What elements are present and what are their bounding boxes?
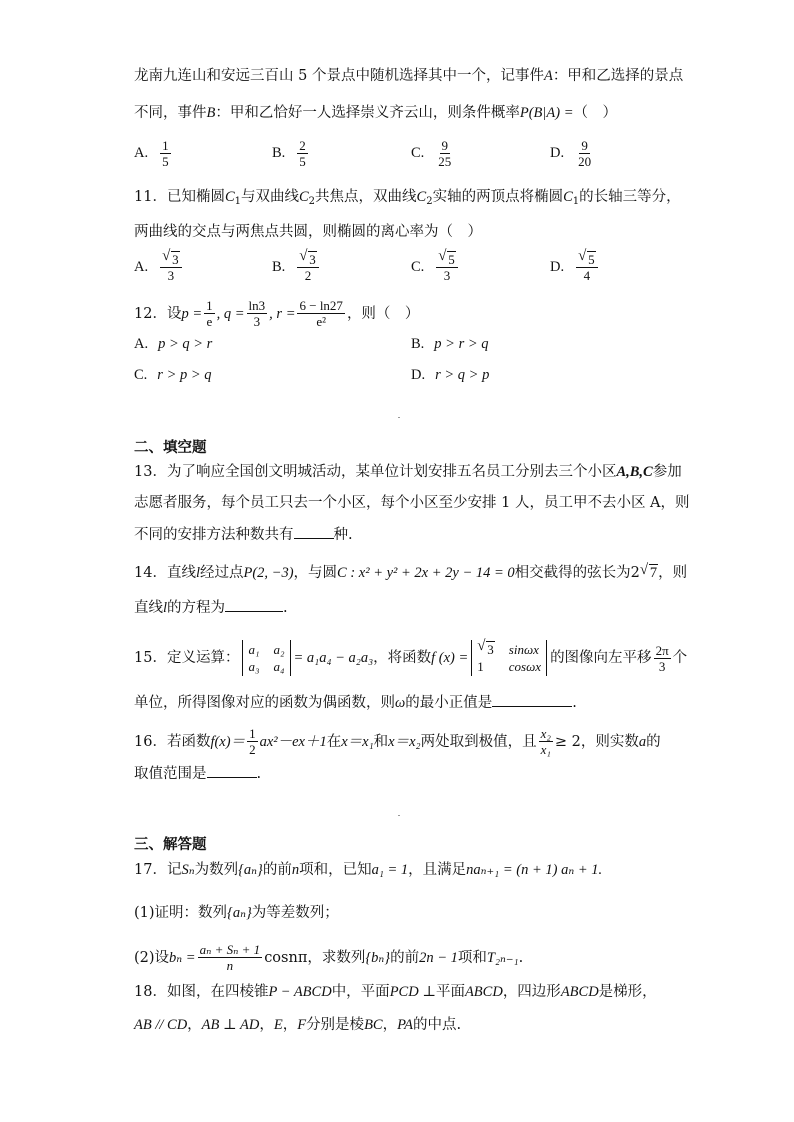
radicand: 3 — [172, 252, 179, 267]
option-label: C. — [411, 145, 425, 161]
sub: 1 — [572, 196, 580, 207]
q11-text-1d: 实轴的两顶点将椭圆 — [432, 189, 564, 205]
c1: C — [563, 189, 573, 205]
denominator: 3 — [443, 268, 451, 283]
q13-line3 — [134, 524, 353, 545]
q13-line1 — [134, 462, 682, 482]
sqrt: √ 3 — [162, 248, 179, 267]
q18-comma: ， — [259, 1017, 274, 1033]
denominator: 3 — [658, 658, 666, 674]
line-l: l — [163, 600, 168, 616]
perp-relation: AB ⊥ AD — [201, 1017, 260, 1033]
q14-text-1e: ，则 — [658, 565, 688, 581]
q16-and: 和 — [373, 733, 389, 750]
q14-text-1d: 相交截得的弦长为 — [514, 565, 631, 581]
sub: 2 — [426, 196, 433, 207]
q17-part2e: . — [518, 949, 524, 966]
radicand: 5 — [448, 252, 455, 267]
numerator — [436, 248, 458, 268]
option-fraction — [576, 138, 593, 169]
quadrilateral-abcd: ABCD — [560, 984, 599, 1000]
q14-text-1c: ，与圆 — [293, 565, 338, 581]
sqrt: √ 3 — [299, 248, 316, 267]
determinant-definition — [242, 640, 290, 676]
determinant-function — [471, 640, 547, 676]
q13-text-1: 13．为了响应全国创文明城活动，某单位计划安排五名员工分别去三个小区 — [134, 464, 617, 480]
point-p: P(2, −3) — [243, 565, 294, 581]
denominator: 5 — [162, 154, 169, 169]
denominator: 3 — [253, 314, 261, 329]
q17-line1 — [134, 860, 602, 880]
option-label: B. — [272, 259, 286, 275]
denominator: 25 — [438, 154, 452, 169]
q17-part2b: ，求数列 — [307, 949, 366, 966]
q12-option-b — [411, 336, 489, 353]
answer-blank[interactable] — [207, 763, 257, 778]
numerator: 9 — [441, 138, 449, 153]
omega: ω — [395, 695, 406, 711]
q13-line2 — [134, 493, 690, 513]
q17-part2d: 项和 — [457, 949, 487, 966]
x2: x＝x₂ — [388, 733, 421, 750]
q18-line2 — [134, 1015, 461, 1035]
p-fraction — [204, 298, 215, 329]
circle-equation: C : x² + y² + 2x + 2y − 14 = 0 — [337, 565, 515, 581]
denominator: 4 — [583, 268, 591, 283]
numerator: 2 — [299, 138, 306, 153]
q17-part1 — [134, 903, 339, 923]
radicand: 7 — [649, 565, 658, 581]
q10-option-b — [272, 138, 310, 169]
sub: 1 — [234, 196, 241, 207]
numerator: 1 — [206, 298, 213, 313]
q12-option-d — [411, 367, 489, 384]
det-cell: a₁ — [248, 642, 260, 657]
option-fraction — [297, 138, 308, 169]
event-b: B — [206, 105, 216, 121]
point-f: F — [297, 1017, 307, 1033]
q10-option-d — [550, 138, 595, 169]
section-heading-fill-blank: 二、填空题 — [134, 440, 207, 456]
q10-option-a — [134, 138, 173, 169]
q-var: , q = — [216, 305, 245, 322]
q17-text-1c: 的前 — [262, 862, 292, 878]
section-heading-solutions: 三、解答题 — [134, 837, 207, 853]
denominator: 5 — [299, 154, 306, 169]
q10-line1 — [134, 66, 683, 86]
det-cell: a₄ — [273, 659, 285, 674]
half-fraction — [247, 726, 258, 757]
option-fraction — [436, 248, 458, 283]
option-fraction — [576, 248, 598, 283]
denominator: 2 — [249, 742, 256, 757]
numerator: 2π — [655, 642, 669, 658]
parallel-relation: AB // CD — [134, 1017, 188, 1033]
option-label: C. — [134, 367, 148, 383]
denominator: 20 — [578, 154, 592, 169]
page-mark — [398, 815, 400, 816]
option-label: B. — [272, 145, 286, 161]
x1: x＝x₁ — [341, 733, 374, 750]
sqrt: √ 5 — [438, 248, 455, 267]
r-fraction — [297, 298, 344, 329]
function-f: f (x) = — [431, 650, 469, 666]
det-sqrt: √ 3 — [477, 638, 494, 657]
q17-part1b: 为等差数列； — [251, 905, 339, 921]
det-cell: a₃ — [248, 659, 260, 674]
page-mark — [398, 417, 400, 418]
q18-text-1c: 平面 — [435, 984, 465, 1000]
sequence-b: {bₙ} — [365, 949, 391, 966]
q11-option-a — [134, 248, 184, 283]
q15-line1 — [134, 640, 687, 676]
q16-mid: 两处取到极值，且 — [420, 733, 537, 750]
option-text: p > q > r — [158, 336, 213, 352]
det-cell: cosωx — [508, 659, 542, 674]
point-e: E — [273, 1017, 283, 1033]
option-label: A. — [134, 336, 149, 352]
q17-text-1d: 项和，已知 — [299, 862, 372, 878]
c2: C — [299, 189, 309, 205]
q12-option-c — [134, 367, 212, 384]
q11-line2 — [134, 222, 482, 242]
r-var: , r = — [269, 305, 296, 322]
q11-option-c — [411, 248, 460, 283]
q15-text-2a: 单位，所得图像对应的函数为偶函数，则 — [134, 695, 395, 711]
denominator: 3 — [167, 268, 175, 283]
q15-line2 — [134, 692, 577, 713]
q17-text-1e: ，且满足 — [408, 862, 467, 878]
q14-text-2a: 直线 — [134, 600, 163, 616]
numerator: 9 — [581, 138, 588, 153]
q14-line1 — [134, 563, 687, 583]
districts: A,B,C — [616, 464, 653, 480]
n-var: n — [291, 862, 300, 878]
q10-text-2a: 不同，事件 — [134, 105, 207, 121]
plane-abcd: ABCD — [464, 984, 503, 1000]
pyramid: P − ABCD — [268, 984, 332, 1000]
q15-tail: 的图像向左平移 — [550, 650, 652, 666]
option-text: r > q > p — [435, 367, 490, 383]
q15-mid: ，将函数 — [373, 650, 432, 666]
det-cell: a₂ — [273, 642, 285, 657]
q14-text-2b: 的方程为 — [167, 600, 226, 616]
q17-part1a: (1)证明：数列 — [134, 905, 228, 921]
q11-text-1a: 11．已知椭圆 — [134, 189, 225, 205]
denominator: e — [206, 314, 213, 329]
det-cell: 1 — [477, 659, 484, 674]
q16-tail2: 的 — [646, 733, 661, 750]
q11-line1 — [134, 187, 681, 212]
option-label: D. — [550, 145, 565, 161]
option-label: A. — [134, 145, 149, 161]
denominator: x₁ — [540, 742, 551, 757]
q17-part2a: (2)设 — [134, 949, 170, 966]
recurrence: naₙ₊₁ = (n + 1) aₙ + 1. — [466, 862, 603, 878]
sum-t: T₂ₙ₋₁ — [486, 949, 519, 966]
q10-line2 — [134, 103, 617, 123]
q10-text-2b: ：甲和乙恰好一人选择崇义齐云山，则条件概率 — [215, 105, 520, 121]
q18-text-2e: 分别是棱 — [306, 1017, 365, 1033]
answer-blank[interactable] — [492, 692, 572, 707]
numerator: x₂ — [540, 726, 551, 741]
numerator: ln3 — [248, 298, 266, 313]
option-fraction — [160, 248, 182, 283]
q17-part2c: 的前 — [390, 949, 420, 966]
q10-text-1: 龙南九连山和安远三百山 5 个景点中随机选择其中一个，记事件 — [134, 68, 544, 84]
det-formula: = a₁a₄ − a₂a₃ — [293, 650, 374, 666]
q14-text-1a: 14．直线 — [134, 565, 196, 581]
option-label: A. — [134, 259, 149, 275]
q12-suffix: ，则（ ） — [346, 305, 420, 322]
q11-text-1b: 与双曲线 — [241, 189, 299, 205]
q13-text-1b: 参加 — [652, 464, 682, 480]
q17-part2 — [134, 942, 523, 973]
a-var: a — [638, 733, 647, 750]
q11-text-1e: 的长轴三等分， — [579, 189, 681, 205]
q16-at: 在 — [326, 733, 342, 750]
q11-option-b — [272, 248, 321, 283]
q15-prefix: 15．定义运算： — [134, 650, 240, 666]
c1: C — [224, 189, 235, 205]
option-fraction — [297, 248, 319, 283]
q16-text-2b: . — [256, 766, 262, 782]
chord-coefficient: 2 — [630, 565, 640, 581]
q18-comma: ， — [187, 1017, 202, 1033]
q-fraction — [247, 298, 268, 329]
plane-pcd: PCD ⊥ — [389, 984, 436, 1000]
numerator: 1 — [162, 138, 169, 153]
option-label: C. — [411, 259, 425, 275]
q16-tail: ，则实数 — [580, 733, 639, 750]
line-l: l — [195, 565, 200, 581]
q17-text-1b: 为数列 — [194, 862, 239, 878]
option-label: D. — [411, 367, 426, 383]
q11-text-2: 两曲线的交点与两焦点共圆，则椭圆的离心率为（ ） — [134, 224, 482, 240]
q13-text-3a: 不同的安排方法种数共有 — [134, 527, 294, 543]
answer-blank[interactable] — [294, 524, 334, 539]
sn: Sₙ — [181, 862, 195, 878]
ratio-inequality: ≥ 2 — [554, 733, 581, 750]
edge-pa: PA — [397, 1017, 413, 1033]
conditional-probability: P(B|A) = — [519, 105, 574, 121]
det-cell: sinωx — [508, 642, 539, 657]
q18-text-1e: 是梯形， — [598, 984, 657, 1000]
option-text: p > r > q — [434, 336, 489, 352]
function-f: f(x)＝ — [210, 733, 246, 750]
bn-fraction — [198, 942, 263, 973]
q12-line1 — [134, 298, 419, 329]
p-var: p = — [181, 305, 203, 322]
numerator — [160, 248, 182, 268]
q12-prefix: 12．设 — [134, 305, 182, 322]
q16-text-2a: 取值范围是 — [134, 766, 207, 782]
q13-text-3b: 种. — [333, 527, 353, 543]
q14-line2 — [134, 597, 288, 618]
q10-option-c — [411, 138, 455, 169]
answer-blank[interactable] — [225, 597, 283, 612]
q18-text-1b: 中，平面 — [331, 984, 390, 1000]
numerator — [297, 248, 319, 268]
q18-text-1d: ，四边形 — [502, 984, 561, 1000]
sequence-a: {aₙ} — [227, 905, 252, 921]
bn: bₙ = — [169, 949, 196, 966]
q18-comma: ， — [382, 1017, 398, 1033]
option-fraction — [436, 138, 453, 169]
q16-line2 — [134, 763, 261, 784]
q13-text-2: 志愿者服务，每个员工只去一个小区，每个小区至少安排 1 人，员工甲不去小区 A，则 — [134, 495, 690, 511]
q14-text-1b: 经过点 — [199, 565, 244, 581]
event-a: A — [543, 68, 553, 84]
radicand: 3 — [309, 252, 316, 267]
q11-text-1c: 共焦点，双曲线 — [315, 189, 417, 205]
term-count: 2n − 1 — [419, 949, 458, 966]
denominator: e² — [316, 314, 327, 329]
q18-line1 — [134, 982, 657, 1002]
q11-option-d — [550, 248, 600, 283]
chord-sqrt: √ 7 — [639, 562, 658, 581]
q18-text-1a: 18．如图，在四棱锥 — [134, 984, 269, 1000]
option-label: B. — [411, 336, 425, 352]
radicand: 3 — [487, 642, 494, 657]
function-expression: ax²－ex＋1 — [259, 733, 327, 750]
numerator: 1 — [249, 726, 256, 741]
numerator: aₙ + Sₙ + 1 — [199, 942, 261, 957]
q18-text-2g: 的中点. — [412, 1017, 462, 1033]
shift-fraction — [654, 643, 671, 674]
cos-term: cosnπ — [264, 949, 308, 966]
option-label: D. — [550, 259, 565, 275]
q16-line1 — [134, 726, 661, 757]
ratio-fraction — [539, 726, 553, 757]
answer-paren: （ ） — [573, 105, 617, 121]
sequence-a: {aₙ} — [238, 862, 263, 878]
q18-comma: ， — [282, 1017, 298, 1033]
option-text: r > p > q — [157, 367, 212, 383]
c2: C — [416, 189, 427, 205]
q17-text-1a: 17．记 — [134, 862, 182, 878]
sqrt: √ 5 — [578, 248, 595, 267]
edge-bc: BC — [364, 1017, 383, 1033]
q15-text-2b: 的最小正值是 — [405, 695, 493, 711]
denominator: 2 — [304, 268, 312, 283]
a1: a₁ = 1 — [371, 862, 409, 878]
numerator: 6 − ln27 — [299, 298, 343, 313]
q16-prefix: 16．若函数 — [134, 733, 211, 750]
q12-option-a — [134, 336, 212, 353]
radicand: 5 — [588, 252, 595, 267]
option-fraction — [160, 138, 171, 169]
sub: 2 — [308, 196, 316, 207]
q14-text-2c: . — [283, 600, 288, 616]
numerator — [576, 248, 598, 268]
q10-text-1b: ：甲和乙选择的景点 — [552, 68, 684, 84]
q15-text-2c: . — [572, 695, 577, 711]
denominator: n — [226, 958, 234, 973]
q15-unit: 个 — [672, 650, 688, 666]
